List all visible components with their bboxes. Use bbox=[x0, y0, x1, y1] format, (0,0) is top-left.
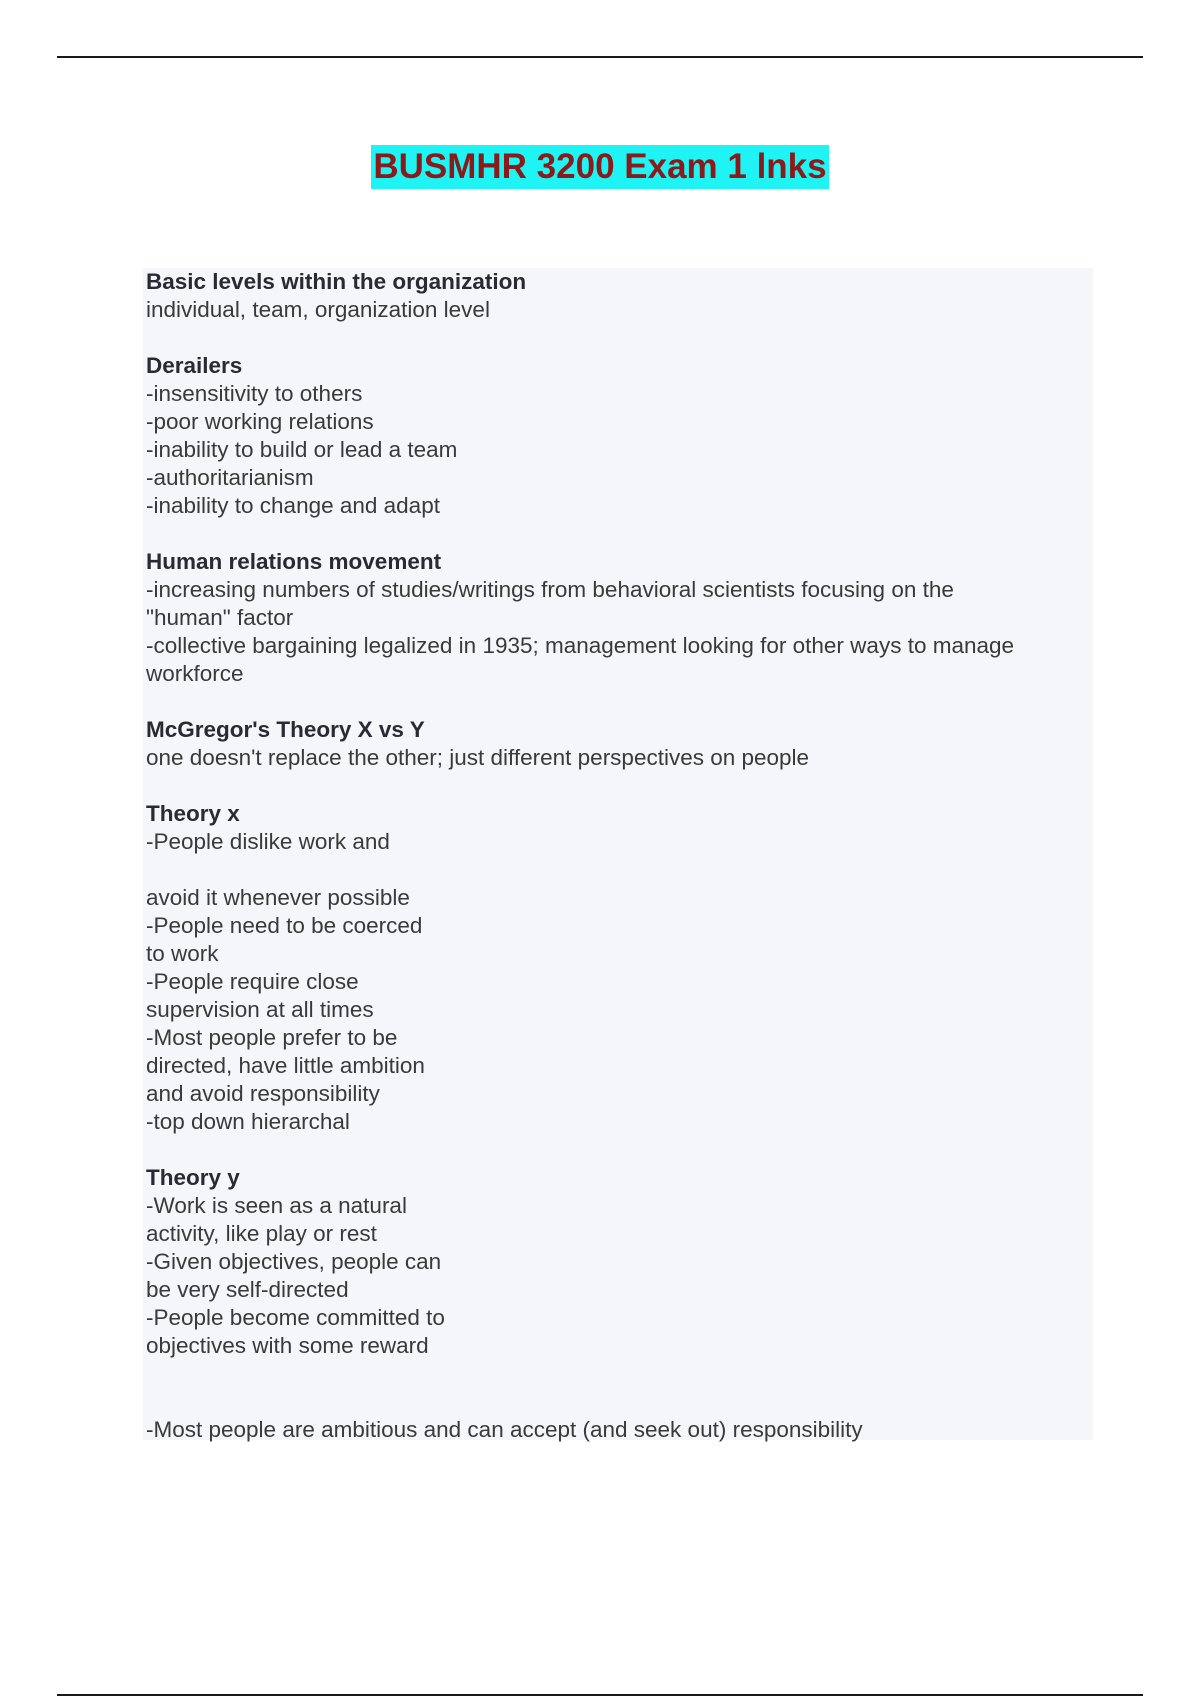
flashcard bbox=[146, 268, 1090, 324]
card-term: Derailers bbox=[146, 353, 243, 378]
flashcard-list bbox=[143, 268, 1093, 1440]
flashcard bbox=[146, 716, 1090, 772]
card-definition: individual, team, organization level bbox=[146, 297, 490, 322]
flashcard bbox=[146, 800, 1090, 1136]
card-definition: -People dislike work and avoid it whenever possible -People need to be coerced to work -People require close supervision at all times -Most people prefer to be directed, have little ambition and avoid responsibility -top down hierarchal bbox=[146, 829, 425, 1134]
header-rule bbox=[57, 56, 1143, 58]
card-definition: -Work is seen as a natural activity, like play or rest -Given objectives, people can be very self-directed -People become committed to objectives with some reward -Most people are ambitious and can accept (and seek out) responsibility bbox=[146, 1193, 863, 1442]
card-term: McGregor's Theory X vs Y bbox=[146, 717, 425, 742]
document-title: BUSMHR 3200 Exam 1 lnks bbox=[371, 145, 828, 189]
card-definition: one doesn't replace the other; just different perspectives on people bbox=[146, 745, 810, 770]
flashcard bbox=[146, 352, 1090, 520]
card-definition: -increasing numbers of studies/writings from behavioral scientists focusing on the "human" factor -collective bargaining legalized in 1935; management looking for other ways to manage workforce bbox=[146, 577, 1015, 686]
flashcard bbox=[146, 1164, 1090, 1444]
footer-rule bbox=[57, 1694, 1143, 1696]
card-term: Theory y bbox=[146, 1165, 240, 1190]
card-term: Human relations movement bbox=[146, 549, 442, 574]
card-term: Theory x bbox=[146, 801, 240, 826]
title-container bbox=[0, 145, 1200, 189]
card-definition: -insensitivity to others -poor working relations -inability to build or lead a team -authoritarianism -inability to change and adapt bbox=[146, 381, 458, 518]
flashcard bbox=[146, 548, 1090, 688]
card-term: Basic levels within the organization bbox=[146, 269, 527, 294]
